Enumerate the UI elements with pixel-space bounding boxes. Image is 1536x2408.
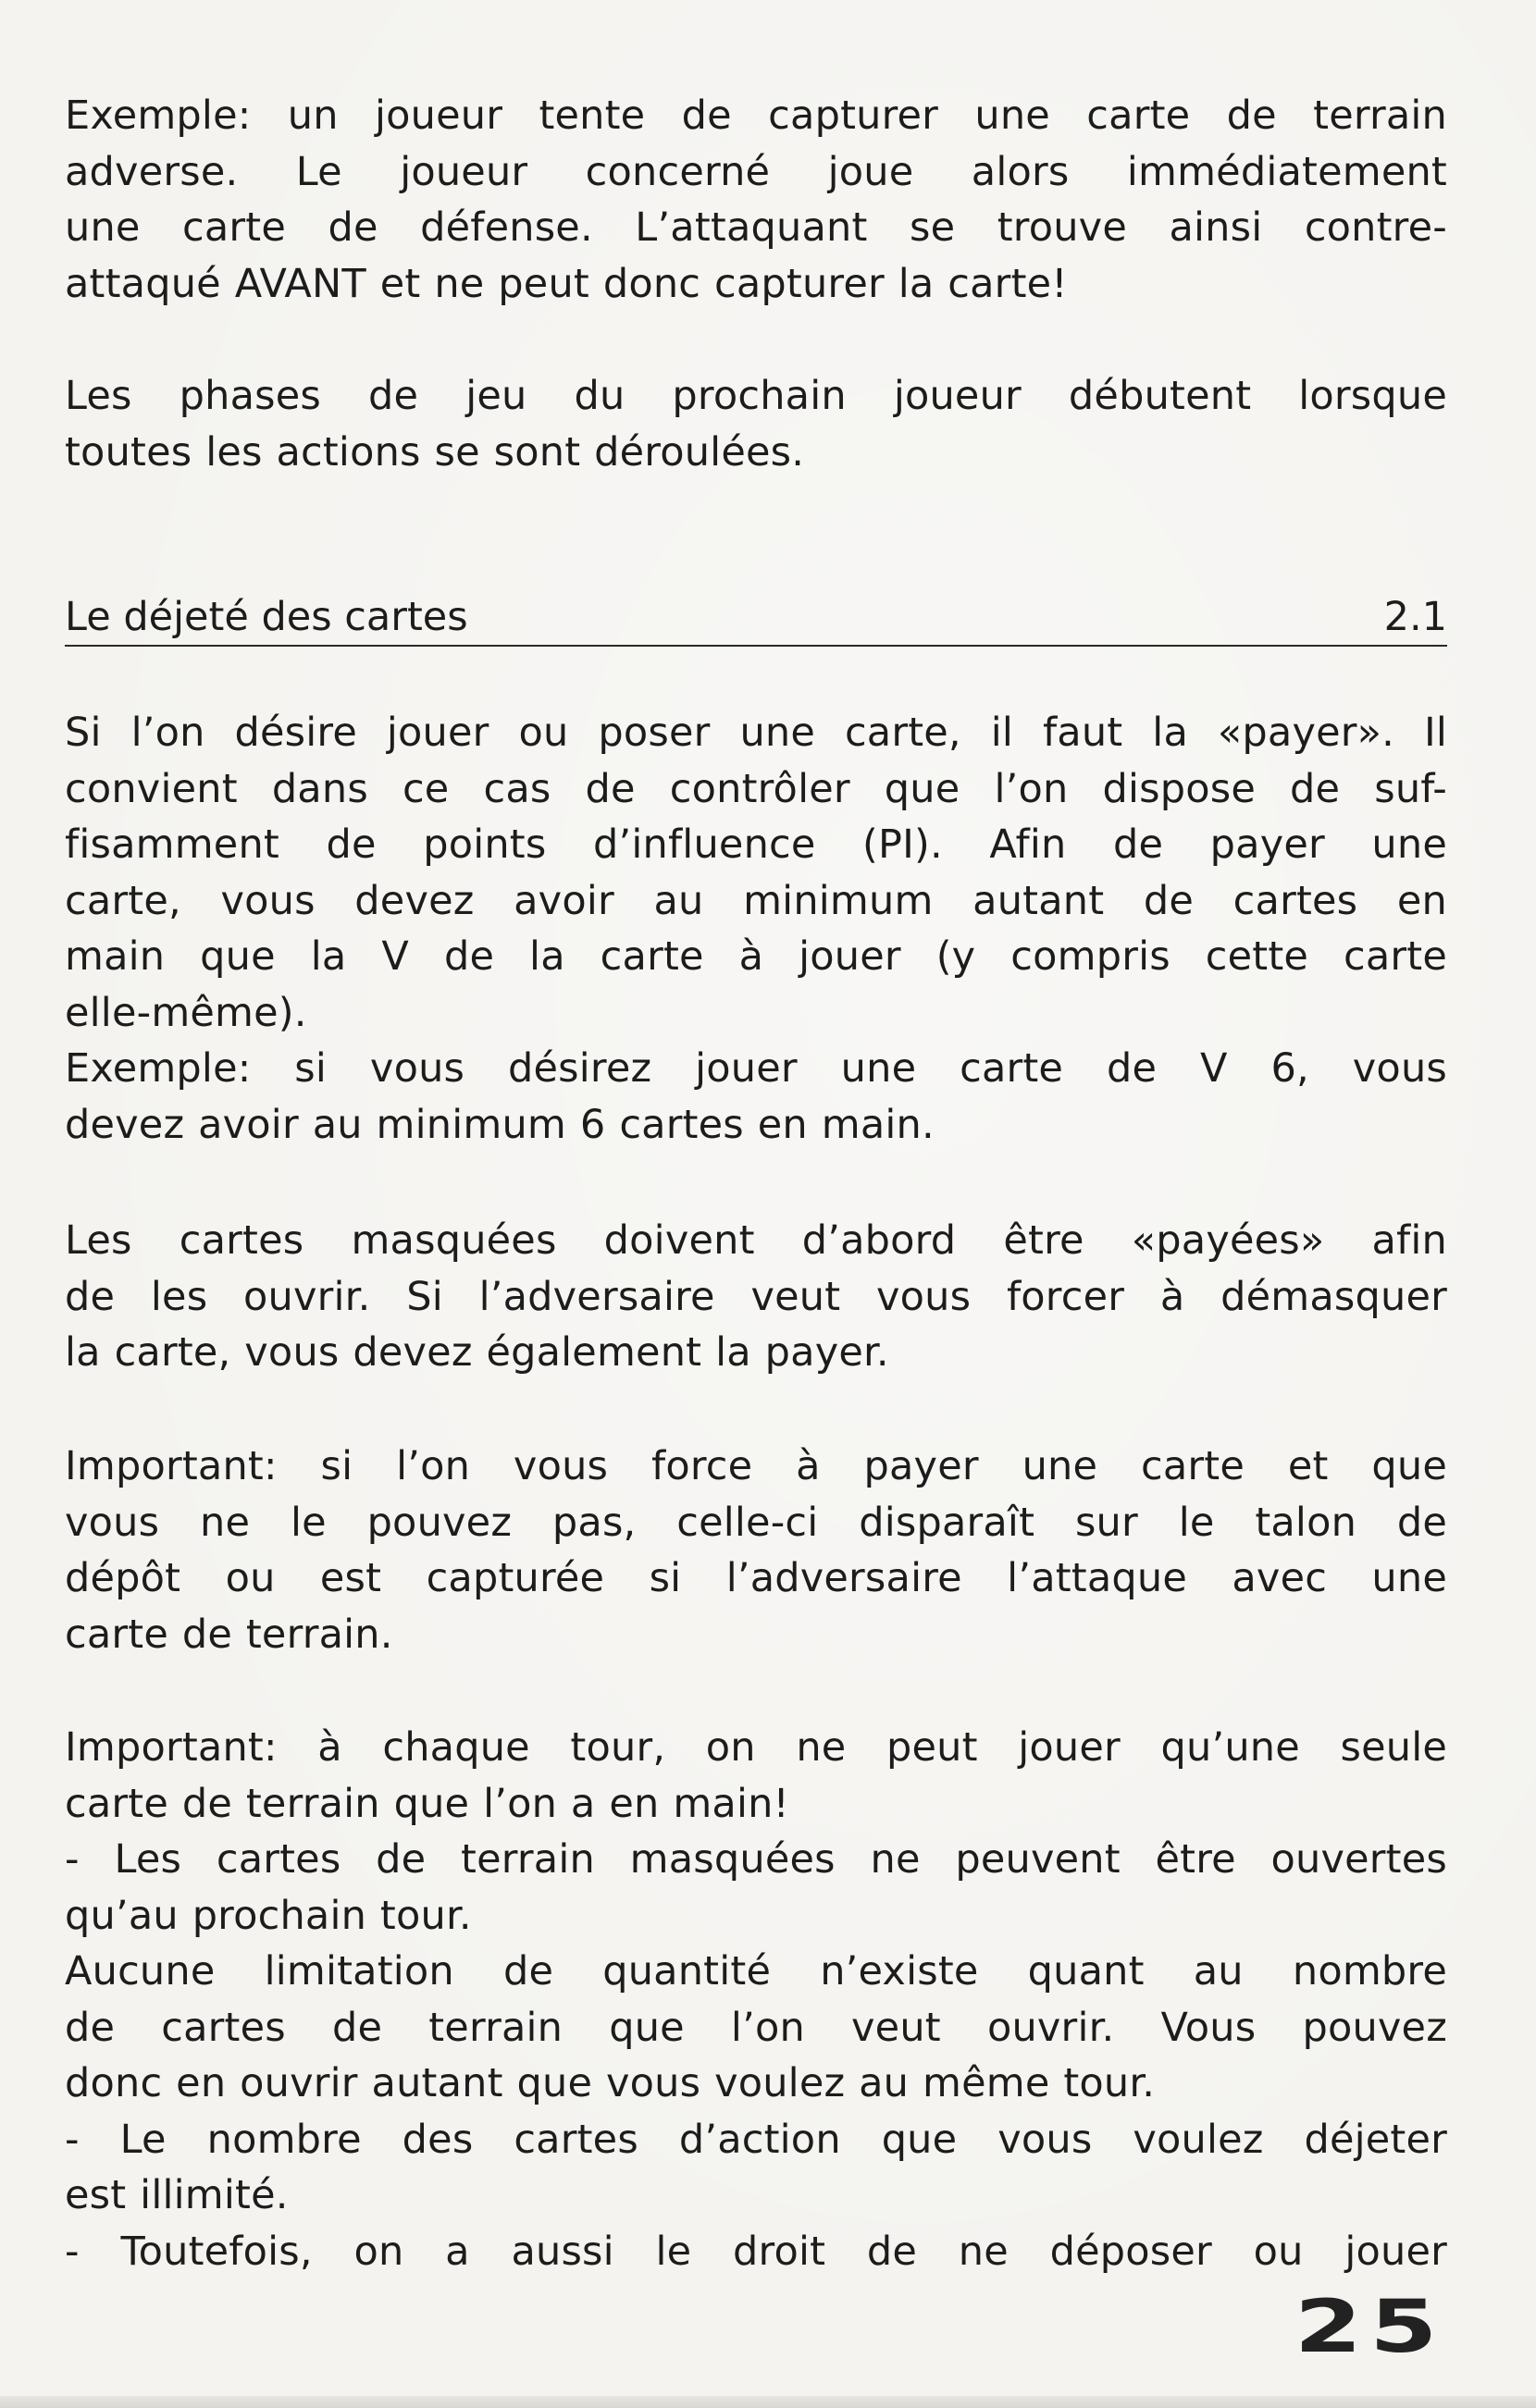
text-line: carte, vous devez avoir au minimum autant de cartes en — [65, 877, 1447, 924]
text-line: donc en ouvrir autant que vous voulez au même tour. — [65, 2060, 1156, 2106]
text-line: Important: à chaque tour, on ne peut jouer qu’une seule — [65, 1724, 1447, 1771]
text-line: - Toutefois, on a aussi le droit de ne déposer ou jouer — [65, 2228, 1447, 2275]
section-heading — [65, 589, 1447, 647]
paragraph-important-per-turn — [65, 1720, 1447, 2279]
text-line: Les phases de jeu du prochain joueur débutent lorsque — [65, 373, 1447, 419]
text-line: fisamment de points d’influence (PI). Afin de payer une — [65, 821, 1447, 868]
paragraph-next-player — [65, 368, 1447, 480]
section-number: 2.1 — [1383, 594, 1447, 640]
text-line: - Le nombre des cartes d’action que vous voulez déjeter — [65, 2116, 1447, 2163]
text-line: main que la V de la carte à jouer (y compris cette carte — [65, 933, 1447, 980]
text-line: Si l’on désire jouer ou poser une carte, il faut la «payer». Il — [65, 710, 1447, 756]
text-line: dépôt ou est capturée si l’adversaire l’attaque avec une — [65, 1555, 1447, 1601]
paragraph-paying-cards — [65, 705, 1447, 1153]
text-line: une carte de défense. L’attaquant se trouve ainsi contre- — [65, 204, 1447, 251]
text-line: de cartes de terrain que l’on veut ouvrir. Vous pouvez — [65, 2004, 1447, 2051]
text-line: - Les cartes de terrain masquées ne peuvent être ouvertes — [65, 1836, 1447, 1883]
text-line: carte de terrain. — [65, 1611, 393, 1658]
section-title: Le déjeté des cartes — [65, 594, 468, 640]
text-line: Exemple: si vous désirez jouer une carte de V 6, vous — [65, 1045, 1447, 1092]
page-number: 25 — [1294, 2286, 1445, 2369]
text-line: vous ne le pouvez pas, celle-ci disparaît sur le talon de — [65, 1499, 1447, 1546]
text-line: est illimité. — [65, 2172, 289, 2218]
text-line: carte de terrain que l’on a en main! — [65, 1780, 789, 1827]
text-line: devez avoir au minimum 6 cartes en main. — [65, 1101, 935, 1148]
page-bottom-edge — [0, 2396, 1536, 2408]
paragraph-example-capture — [65, 88, 1447, 312]
text-line: toutes les actions se sont déroulées. — [65, 428, 805, 475]
text-line: attaqué AVANT et ne peut donc capturer la carte! — [65, 260, 1068, 307]
text-line: Aucune limitation de quantité n’existe quant au nombre — [65, 1948, 1447, 1994]
paragraph-masked-cards — [65, 1213, 1447, 1381]
text-line: Les cartes masquées doivent d’abord être «payées» afin — [65, 1217, 1447, 1264]
text-line: Exemple: un joueur tente de capturer une carte de terrain — [65, 93, 1447, 139]
text-line: qu’au prochain tour. — [65, 1892, 472, 1939]
text-line: Important: si l’on vous force à payer une carte et que — [65, 1443, 1447, 1489]
text-line: convient dans ce cas de contrôler que l’on dispose de suf- — [65, 765, 1447, 812]
text-line: elle-même). — [65, 989, 307, 1036]
text-line: de les ouvrir. Si l’adversaire veut vous forcer à démasquer — [65, 1273, 1447, 1320]
text-line: adverse. Le joueur concerné joue alors immédiatement — [65, 148, 1447, 195]
text-line: la carte, vous devez également la payer. — [65, 1329, 889, 1376]
paragraph-important-forced-pay — [65, 1439, 1447, 1662]
